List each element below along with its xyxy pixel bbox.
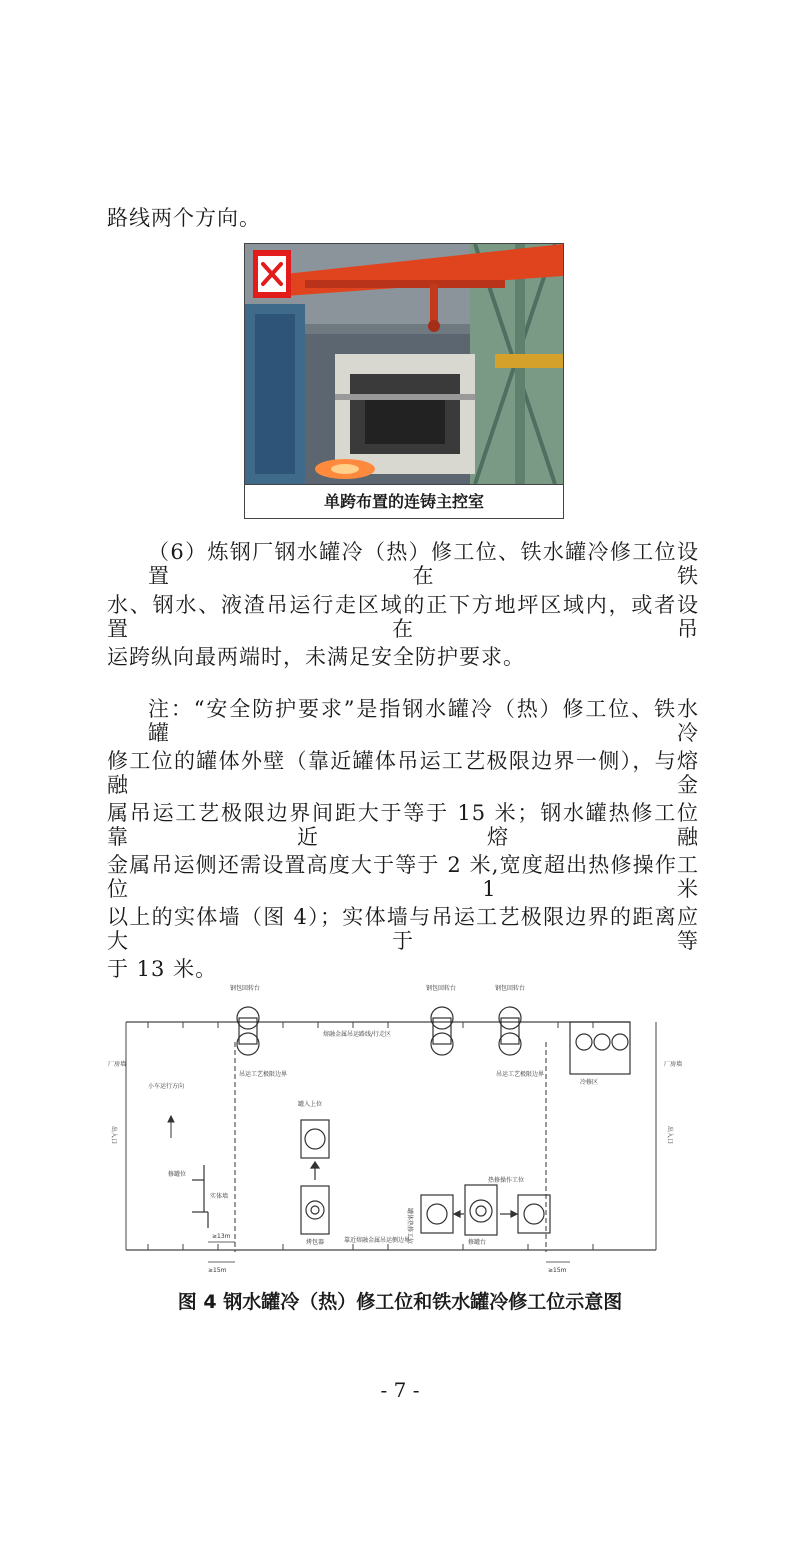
text-line: 水、钢水、液渣吊运行走区域的正下方地坪区域内，或者设置在吊 [107,593,699,641]
text-line: 注：“安全防护要求”是指钢水罐冷（热）修工位、铁水罐冷 [148,697,699,745]
label-dist-15a: ≥15m [208,1267,227,1274]
layout-diagram [108,980,693,1280]
label-top-right: 钢包回转台 [495,985,526,992]
label-repair-seat: 修罐位 [168,1171,187,1178]
direction-arrow [168,1116,174,1138]
cold-repair-stack [570,1022,630,1074]
tank-station [301,1120,329,1234]
page-number: - 7 - [380,1378,420,1402]
label-top-mid: 钢包回转台 [426,985,457,992]
label-track: 熔融金属吊运路线/行走区 [323,1031,392,1038]
label-entrance-right: 出入口 [666,1126,673,1145]
text-line: 路线两个方向。 [107,206,261,230]
text-line: 属吊运工艺极限边界间距大于等于 15 米；钢水罐热修工位靠近熔融 [107,801,699,849]
label-boundary-left: 吊运工艺极限边界 [239,1071,288,1078]
label-bake: 烤包器 [306,1239,325,1246]
text-line: 修工位的罐体外壁（靠近罐体吊运工艺极限边界一侧），与熔融金 [107,749,699,797]
text-line: 运跨纵向最两端时，未满足安全防护要求。 [107,645,525,669]
solid-wall [192,1165,208,1228]
text-line: 以上的实体墙（图 4）；实体墙与吊运工艺极限边界的距离应大于等 [107,905,699,953]
label-right-wall: 厂房墙 [664,1061,683,1068]
ladle-turret [431,1007,453,1055]
text-line: （6）炼钢厂钢水罐冷（热）修工位、铁水罐冷修工位设置在铁 [148,540,699,588]
label-stage: 修罐台 [468,1239,487,1246]
forbidden-badge [253,250,291,298]
label-tank: 罐入上位 [298,1101,323,1108]
label-stack: 冷修区 [580,1079,599,1086]
figure-caption: 图 4 钢水罐冷（热）修工位和铁水罐冷修工位示意图 [177,1291,623,1313]
hot-repair-stations [421,1185,550,1235]
photo-caption: 单跨布置的连铸主控室 [245,484,563,519]
label-hot-station: 热修操作工位 [488,1177,525,1184]
text-line: 金属吊运侧还需设置高度大于等于 2 米,宽度超出热修操作工位 1 米 [107,853,699,901]
cross-icon [258,256,286,292]
label-left-wall: 厂房墙 [108,1061,127,1068]
label-entrance-left: 出入口 [110,1126,117,1145]
ladle-turret [499,1007,521,1055]
label-station-row: 罐体热修工位 [406,1208,413,1245]
label-dist-13: ≥13m [212,1233,231,1240]
label-wall-solid: 实体墙 [210,1193,229,1200]
label-crane-dir: 小车运行方向 [148,1083,185,1090]
label-boundary-right: 吊运工艺极限边界 [496,1071,545,1078]
ladle-turret [237,1007,259,1055]
continuous-casting-control-room-photo [245,244,563,484]
photo-figure [244,243,564,519]
label-dist-15b: ≥15m [548,1267,567,1274]
label-baseline: 靠近熔融金属吊运侧边界 [344,1237,411,1244]
text-line: 于 13 米。 [107,957,218,981]
label-top-left: 钢包回转台 [230,985,261,992]
